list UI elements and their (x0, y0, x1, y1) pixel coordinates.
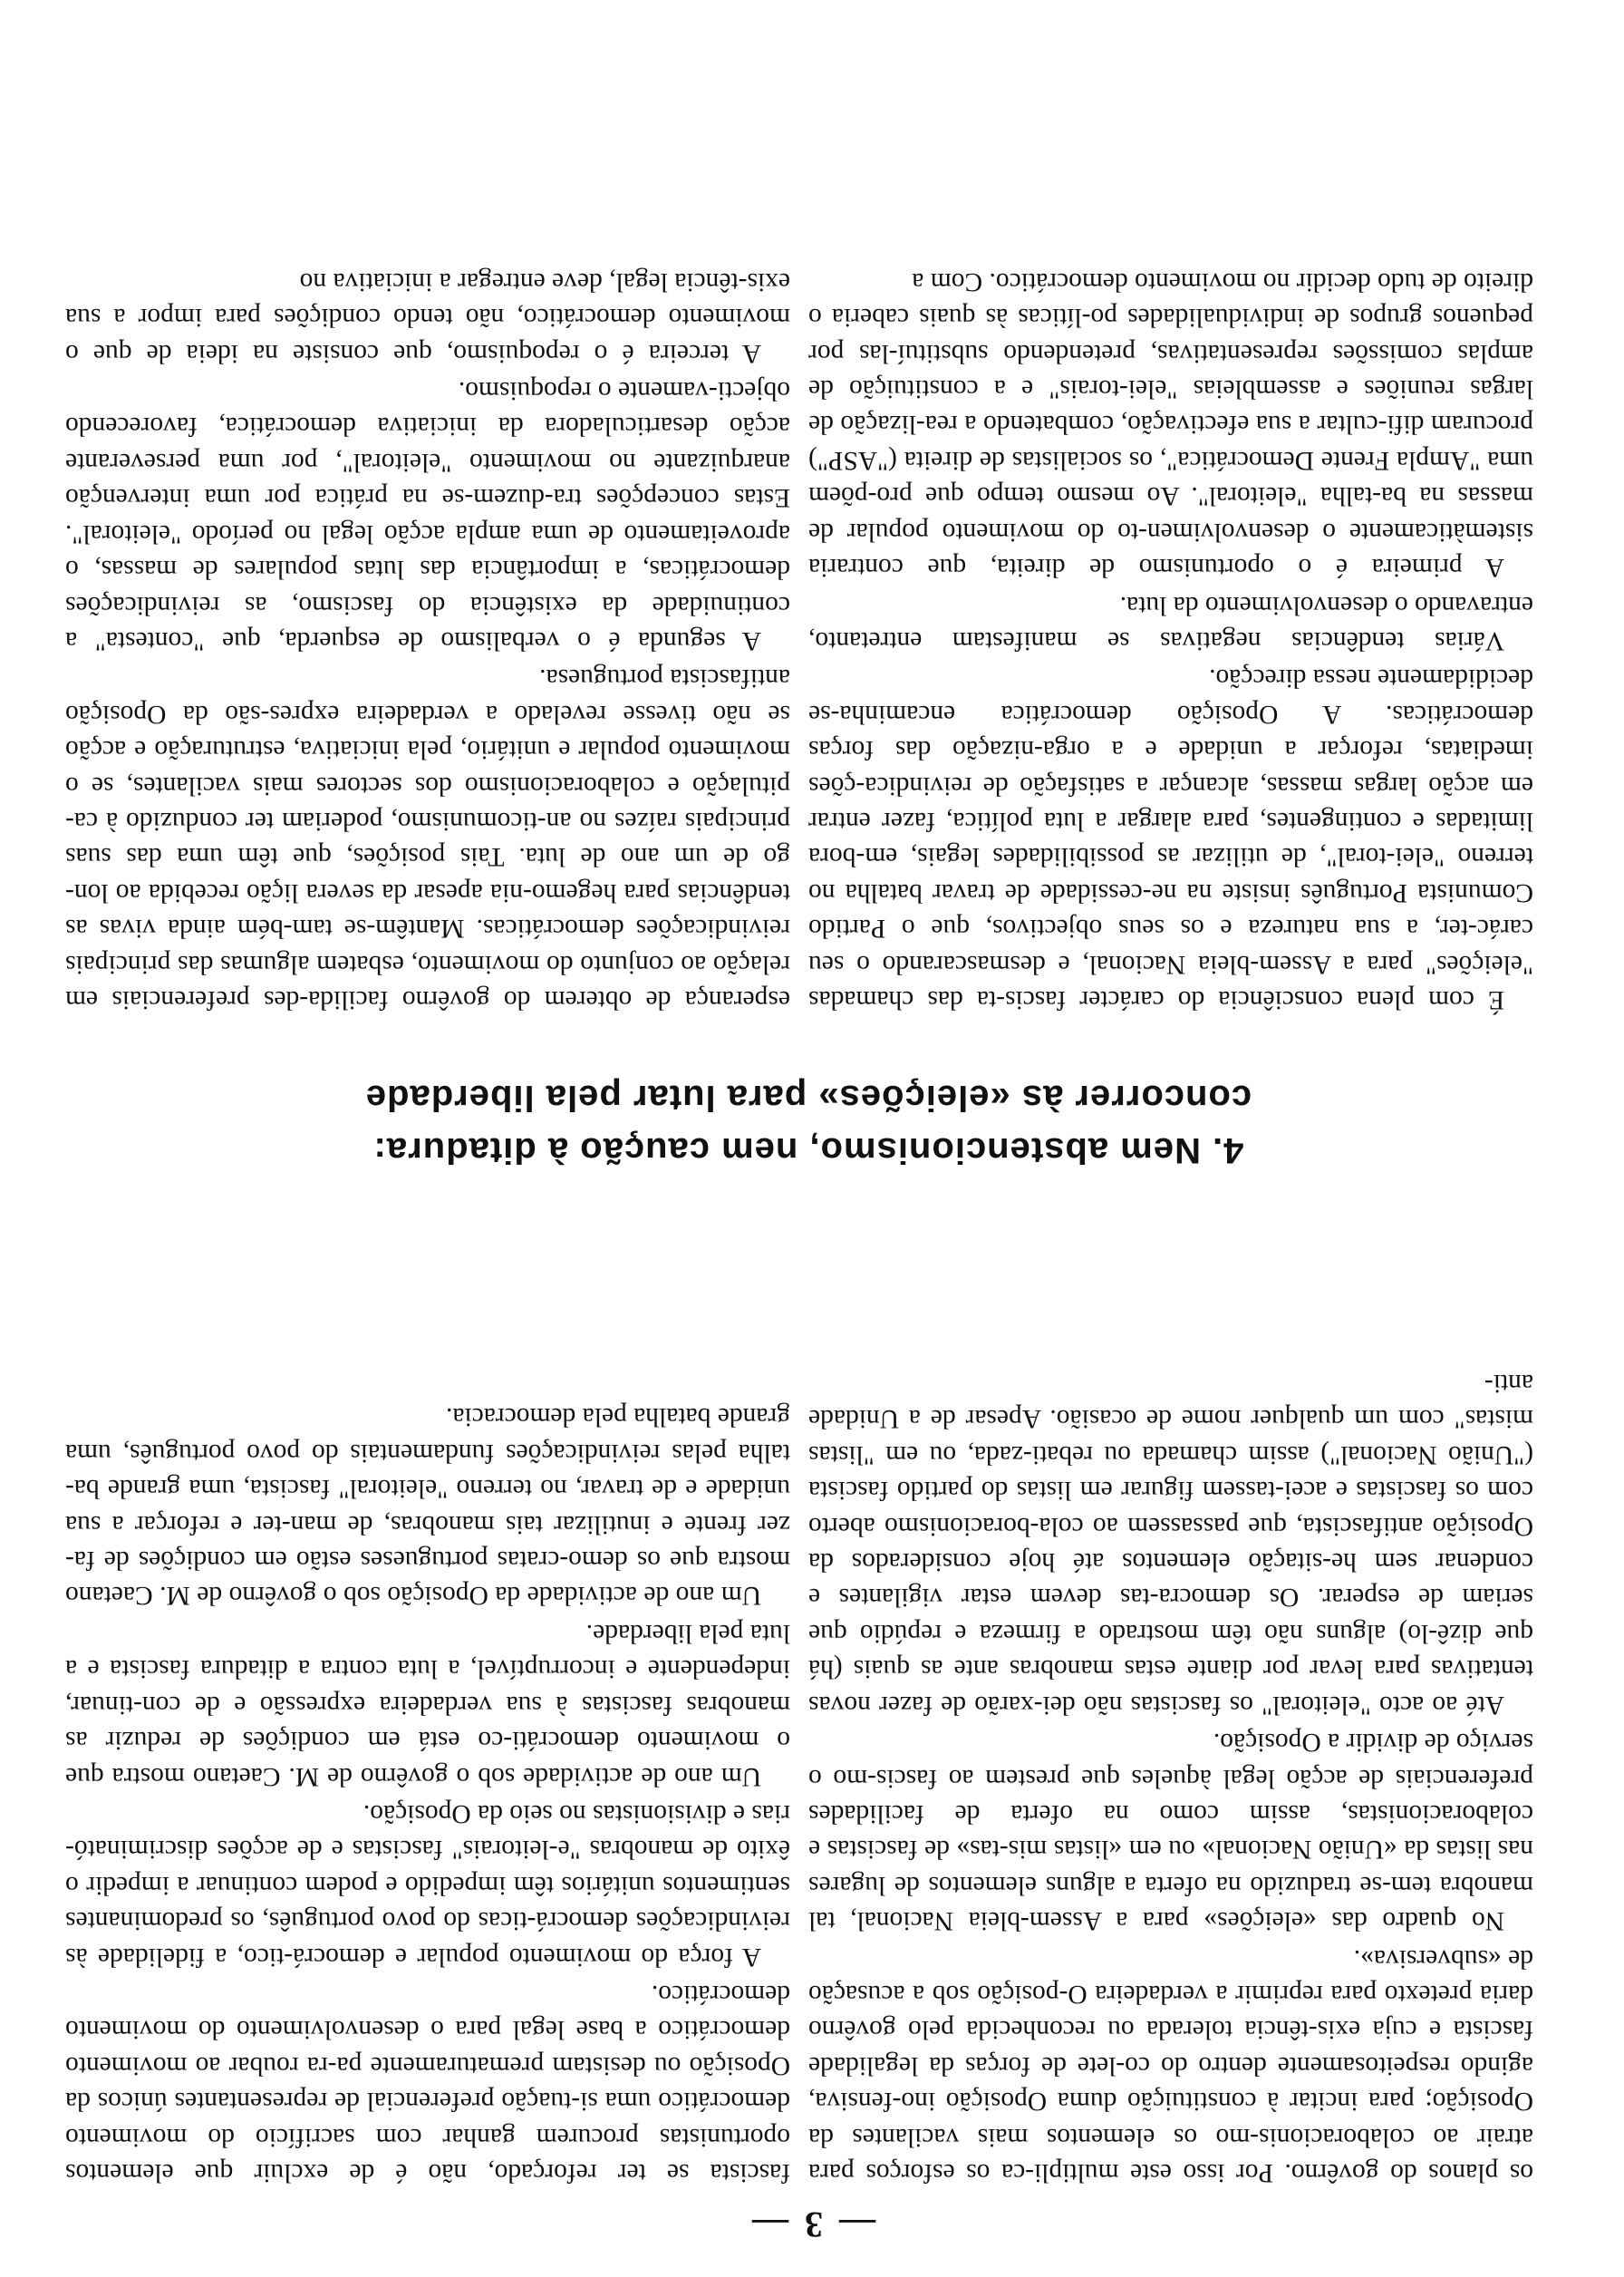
paragraph: fascista se ter reforçado, não é de excluir que elementos oportunistas procurem ganhar com sacrifício do movimento democrático uma si-tuação preferencial de representantes únicos da Oposição ou desistam prematuramente pa-ra roubar ao movimento democrático a base legal para o desenvolvimento do movimento democrático. (65, 1979, 790, 2187)
left-column-bottom (808, 263, 1533, 1017)
paragraph: esperança de obterem do govêrno facilida-des preferenciais em relação ao conjunto do movimento, esbatem algumas das principais reivindicações democráticas. Mantêm-se tam-bém ainda vivas as tendências para hegemo-nia apesar da severa lição recebida ao lon-go de um ano de luta. Tais posições, que têm uma das suas principais raízes no an-ticomunismo, poderiam ter conduzido à ca-pitulação e colaboracionismo dos sectores mais vacilantes, se o movimento popular e unitário, pela iniciativa, estruturação e acção se não tivesse revelado a verdadeira expres-são da Oposição antifascista portuguesa. (65, 664, 790, 1014)
paragraph: A força do movimento popular e democrá-tico, a fidelidade às reivindicações democrá-ticas do povo português, os predominantes sentimentos unitários têm impedido e podem continuar a impedir o êxito de manobras "e-leitorais" fascistas e de acções discriminató-rias e divisionistas no seio da Oposição. (65, 1798, 790, 1972)
paragraph: A primeira é o oportunismo de direita, que contraria sistemàticamente o desenvolvimen-to do movimento popular de massas na ba-talha "eleitoral". Ao mesmo tempo que pro-põem uma "Ampla Frente Democrática", os socialistas de direita ("ASP") procuram difi-cultar a sua efectivação, combatendo a rea-lização de largas reuniões e assembleias "elei-torais" e a constituição de amplas comissões representativas, pretendendo substituí-las por pequenos grupos de individualidades po-líticas às quais caberia o direito de tudo decidir no movimento democrático. Com a (808, 266, 1533, 583)
paragraph: É com plena consciência do carácter fascis-ta das chamadas "eleições" para a Assem-bleia Nacional, e desmascarando o seu carác-ter, a sua natureza e os seus objectivos, que o Partido Comunista Português insiste na ne-cessidade de travar batalha no terreno "elei-toral", de utilizar as possibilidades legais, em-bora limitadas e contingentes, para alargar a luta política, fazer entrar em acção largas massas, alcançar a satisfação de reivindica-ções imediatas, reforçar a unidade e a orga-nização das forças democráticas. A Oposição democrática encaminha-se decididamente nessa direcção. (808, 664, 1533, 1014)
paragraph: No quadro das «eleições» para a Assem-bleia Nacional, tal manobra tem-se traduzido na oferta a alguns elementos de lugares nas listas da «União Nacional» ou em «listas mis-tas» de fascistas e colaboracionistas, assim como na oferta de facilidades preferenciais de acção legal àqueles que prestem ao fascis-mo o serviço de dividir a Oposição. (808, 1728, 1533, 1936)
section-heading (65, 1071, 1552, 1177)
right-column-top (65, 1399, 790, 2190)
section-heading-line-1: 4. Nem abstencionismo, nem caução à ditadura: (372, 1130, 1244, 1170)
paragraph: Um ano de actividade sob o govêrno de M. Caetano mostra que o movimento democráti-co está em condições de reduzir as manobras fascistas à sua verdadeira expressão e de con-tinuar, independente e incorruptível, a luta contra a ditadura fascista e a luta pela liberdade. (65, 1618, 790, 1791)
left-column-top (808, 1365, 1533, 2190)
paragraph: os planos do govêrno. Por isso este multipli-ca os esforços para atrair ao colaboracionis-mo os elementos mais vacilantes da Oposição; para incitar à constituição duma Oposição ino-fensiva, agindo respeitosamente dentro do co-lete de forças da legalidade fascista e cuja exis-tência tolerada ou reconhecida pelo govêrno daria pretexto para reprimir a verdadeira O-posição sob a acusação de «subversiva». (808, 1943, 1533, 2187)
paragraph: A terceira é o repoquismo, que consiste na ideia de que o movimento democrático, não tendo condições para impor a sua exis-tência legal, deve entregar a iniciativa no (65, 266, 790, 368)
page-number: — 3 — (749, 2204, 875, 2245)
right-column-bottom (65, 263, 790, 1017)
paragraph: Várias tendências negativas se manifestam entretanto, entravando o desenvolvimento da luta. (808, 590, 1533, 655)
paragraph: Até ao acto "eleitoral" os fascistas não dei-xarão de fazer novas tentativas para levar por diante estas manobras ante as quais (há que dizê-lo) alguns não têm mostrado a firmeza e repúdio que seriam de esperar. Os democra-tas devem estar vigilantes e condenar sem he-sitação elementos até hoje considerados da Oposição antifascista, que passassem ao cola-boracionismo aberto com os fascistas e acei-tassem figurar em listas do partido fascista ("União Nacional") assim chamada ou rebati-zada, ou em "listas mistas" com um qualquer nome de ocasião. Apesar de a Unidade anti- (808, 1369, 1533, 1720)
paragraph: A segunda é o verbalismo de esquerda, que "contesta" a continuidade da existência do fascismo, as reivindicações democráticas, a importância das lutas populares de massas, o aproveitamento de uma ampla acção legal no período "eleitoral". Estas concepções tra-duzem-se na prática por uma intervenção anarquizante no movimento "eleitoral", por uma perseverante acção desarticuladora da iniciativa democrática, favorecendo objecti-vamente o repoquismo. (65, 376, 790, 655)
paragraph: Um ano de actividade da Oposição sob o govêrno de M. Caetano mostra que os demo-cratas portugueses estão em condições de fa-zer frente e inutilizar tais manobras, de man-ter e reforçar a sua unidade e de travar, no terreno "eleitoral" fascista, uma grande ba-talha pelas reivindicações fundamentais do povo português, uma grande batalha pela democracia. (65, 1402, 790, 1611)
section-heading-line-2: concorrer às «eleições» para lutar pela liberdade (364, 1078, 1252, 1118)
